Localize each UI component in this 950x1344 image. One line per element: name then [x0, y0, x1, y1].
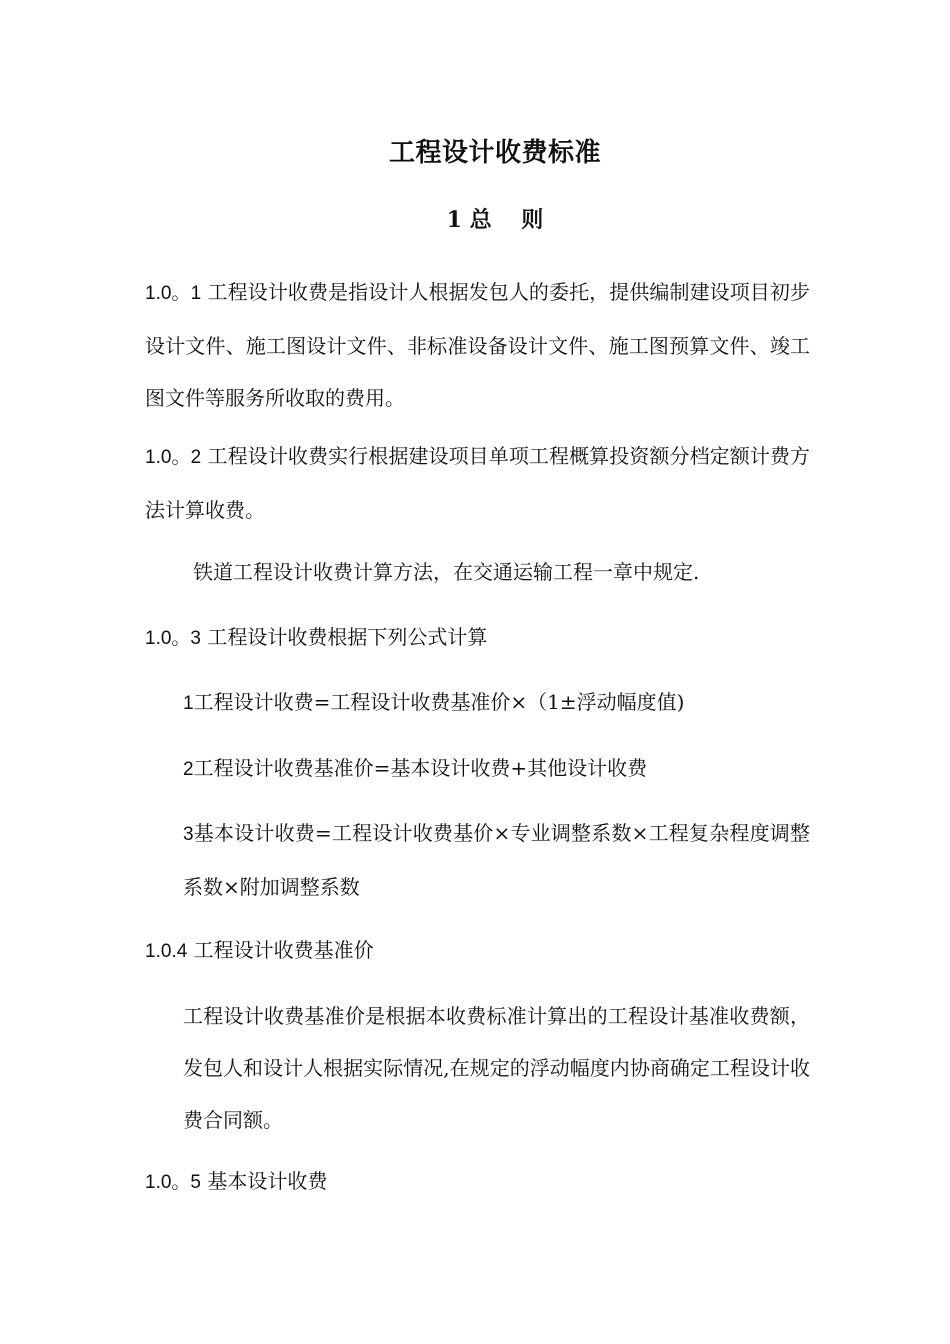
- clause-text: 工程设计收费根据下列公式计算: [200, 625, 488, 649]
- paragraph-base-price-desc: [145, 990, 810, 1146]
- formula-item-3: [145, 807, 810, 913]
- clause-text: 工程设计收费实行根据建设项目单项工程概算投资额分档定额计费方法计算收费。: [145, 444, 811, 522]
- clause-number: 1.0.4: [145, 941, 188, 962]
- clause-text: 铁道工程设计收费计算方法，在交通运输工程一章中规定.: [193, 560, 700, 584]
- item-text: 工程设计收费基准价=基本设计收费+其他设计收费: [193, 756, 648, 780]
- item-text: 工程设计收费=工程设计收费基准价×（1±浮动幅度值): [193, 690, 685, 714]
- paragraph-1-0-3: [145, 611, 810, 665]
- clause-number: 1.0。1: [145, 283, 202, 304]
- document-title: 工程设计收费标准: [388, 138, 601, 168]
- chapter-heading: 1 总 则: [446, 207, 544, 233]
- clause-number: 1.0。5: [145, 1172, 201, 1193]
- clause-number: 1.0。2: [145, 447, 202, 468]
- paragraph-1-0-1: [145, 266, 810, 424]
- clause-text: 工程设计收费基准价是根据本收费标准计算出的工程设计基准收费额，发包人和设计人根据实际情况,在规定的浮动幅度内协商确定工程设计收费合同额。: [183, 1004, 810, 1132]
- formula-item-1: [145, 676, 810, 730]
- item-number: 2: [183, 759, 194, 780]
- item-text: 基本设计收费=工程设计收费基价×专业调整系数×工程复杂程度调整系数×附加调整系数: [183, 821, 810, 899]
- paragraph-1-0-2: [145, 430, 810, 536]
- item-number: 1: [183, 693, 194, 714]
- clause-number: 1.0。3: [145, 628, 201, 649]
- clause-text: 基本设计收费: [200, 1169, 328, 1193]
- paragraph-1-0-4: [145, 924, 810, 978]
- paragraph-railway-note: [145, 546, 810, 598]
- formula-item-2: [145, 742, 810, 796]
- clause-text: 工程设计收费基准价: [187, 938, 374, 962]
- item-number: 3: [183, 824, 194, 845]
- clause-text: 工程设计收费是指设计人根据发包人的委托，提供编制建设项目初步设计文件、施工图设计文件、非标准设备设计文件、施工图预算文件、竣工图文件等服务所收取的费用。: [145, 280, 811, 410]
- paragraph-1-0-5: [145, 1155, 810, 1209]
